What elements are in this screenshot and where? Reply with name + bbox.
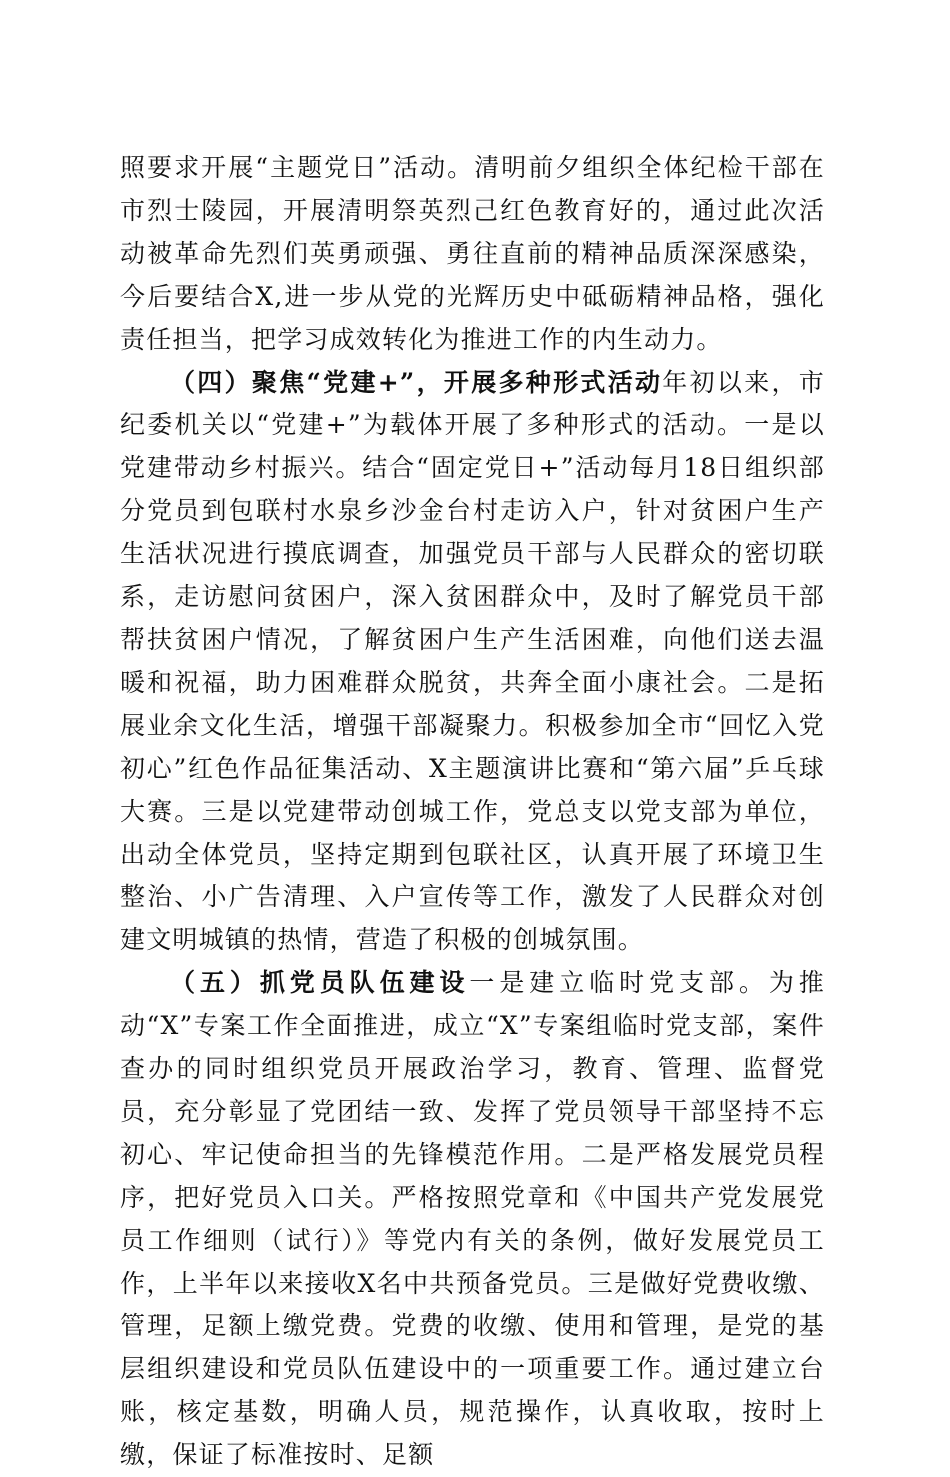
paragraph-continued (120, 147, 825, 362)
section-heading-5: （五）抓党员队伍建设 (170, 968, 470, 998)
section-heading-4: （四）聚焦“党建+”，开展多种形式活动 (170, 367, 663, 397)
paragraph-text: 年初以来，市纪委机关以“党建+”为载体开展了多种形式的活动。一是以党建带动乡村振兴。结合“固定党日+”活动每月18日组织部分党员到包联村水泉乡沙金台村走访入户，针对贫困户生产生活状况进行摸底调查，加强党员干部与人民群众的密切联系，走访慰问贫困户，深入贫困群众中，及时了解党员干部帮扶贫困户情况，了解贫困户生产生活困难，向他们送去温暖和祝福，助力困难群众脱贫，共奔全面小康社会。二是拓展业余文化生活，增强干部凝聚力。积极参加全市“回忆入党初心”红色作品征集活动、X主题演讲比赛和“第六届”乒乓球大赛。三是以党建带动创城工作，党总支以党支部为单位，出动全体党员，坚持定期到包联社区，认真开展了环境卫生整治、小广告清理、入户宣传等工作，激发了人民群众对创建文明城镇的热情，营造了积极的创城氛围。 (120, 367, 825, 955)
paragraph-section-4 (120, 362, 825, 963)
paragraph-section-5 (120, 962, 825, 1477)
paragraph-text: 照要求开展“主题党日”活动。清明前夕组织全体纪检干部在市烈士陵园，开展清明祭英烈己红色教育好的，通过此次活动被革命先烈们英勇顽强、勇往直前的精神品质深深感染，今后要结合X,进一步从党的光辉历史中砥砺精神品格，强化责任担当，把学习成效转化为推进工作的内生动力。 (120, 153, 825, 354)
document-body (120, 147, 825, 1477)
paragraph-text: 一是建立临时党支部。为推动“X”专案工作全面推进，成立“X”专案组临时党支部，案件查办的同时组织党员开展政治学习，教育、管理、监督党员，充分彰显了党团结一致、发挥了党员领导干部坚持不忘初心、牢记使命担当的先锋模范作用。二是严格发展党员程序，把好党员入口关。严格按照党章和《中国共产党发展党员工作细则（试行）》等党内有关的条例，做好发展党员工作，上半年以来接收X名中共预备党员。三是做好党费收缴、管理，足额上缴党费。党费的收缴、使用和管理，是党的基层组织建设和党员队伍建设中的一项重要工作。通过建立台账，核定基数，明确人员，规范操作，认真收取，按时上缴，保证了标准按时、足额 (120, 968, 825, 1470)
